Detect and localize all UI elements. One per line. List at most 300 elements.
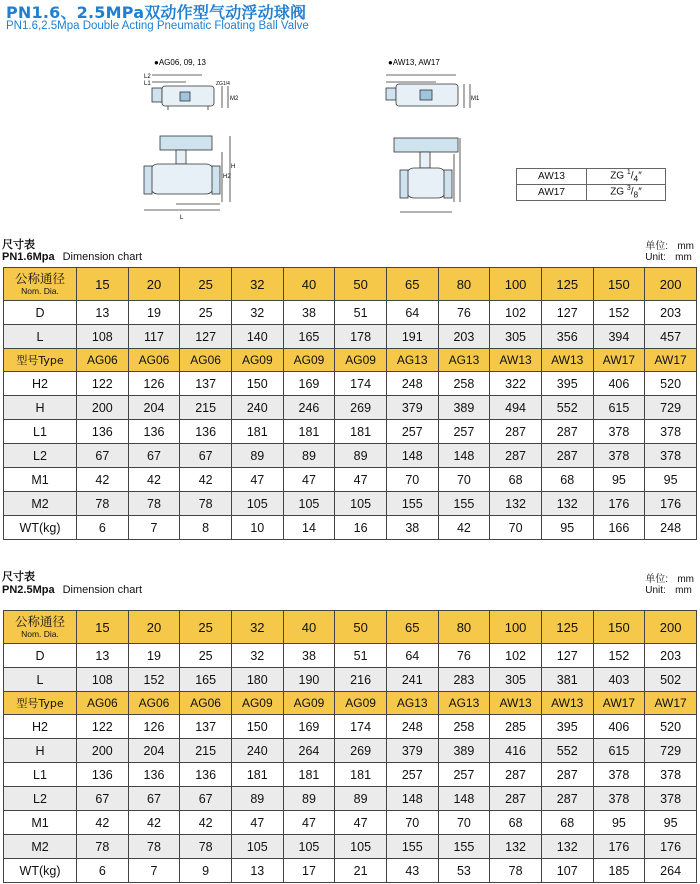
table-cell: 148 [438, 787, 490, 811]
type-cell: AW17 [645, 692, 697, 715]
table-cell: 203 [645, 301, 697, 325]
table-cell: 19 [128, 301, 180, 325]
table-cell: 127 [541, 301, 593, 325]
table-cell: 174 [335, 715, 387, 739]
nom-dia-cell: 32 [231, 268, 283, 301]
table-cell: 169 [283, 715, 335, 739]
table-cell: 137 [180, 372, 232, 396]
table-cell: 42 [128, 468, 180, 492]
table-cell: 51 [335, 644, 387, 668]
table-cell: 95 [593, 811, 645, 835]
table-cell: 381 [541, 668, 593, 692]
table-row [4, 835, 697, 859]
table-row [4, 372, 697, 396]
nom-dia-cell: 200 [645, 268, 697, 301]
table-cell: 89 [231, 444, 283, 468]
table-cell: 322 [490, 372, 542, 396]
port-thread-table [516, 168, 666, 201]
table-cell: 67 [128, 787, 180, 811]
row-label: L [4, 325, 77, 349]
table-cell: 70 [438, 468, 490, 492]
table-cell: 248 [386, 372, 438, 396]
row-label: L [4, 668, 77, 692]
table-cell: 38 [283, 301, 335, 325]
nom-dia-cell: 80 [438, 611, 490, 644]
table-cell: 102 [490, 644, 542, 668]
row-label: WT(kg) [4, 859, 77, 883]
table-cell: 42 [77, 468, 129, 492]
dimension-table-pn25 [3, 610, 697, 883]
table-cell: 378 [645, 763, 697, 787]
table-cell: 166 [593, 516, 645, 540]
table-row [4, 516, 697, 540]
table-cell: 378 [645, 444, 697, 468]
nom-dia-label: 公称通径 Nom. Dia. [4, 268, 77, 301]
table-cell: 150 [231, 715, 283, 739]
table-cell: 257 [438, 763, 490, 787]
table-cell: 67 [180, 787, 232, 811]
table-cell: 38 [386, 516, 438, 540]
row-label: H2 [4, 715, 77, 739]
table-cell: 51 [335, 301, 387, 325]
table-cell: 200 [77, 396, 129, 420]
table-row [4, 787, 697, 811]
port-thread-size: ZG $^1/_4''$ [586, 169, 665, 185]
table-row [4, 444, 697, 468]
table-cell: 64 [386, 301, 438, 325]
section-title: 尺寸表 [2, 570, 35, 583]
table-cell: 47 [335, 811, 387, 835]
row-label: L1 [4, 763, 77, 787]
nom-dia-cell: 20 [128, 268, 180, 301]
table-cell: 89 [231, 787, 283, 811]
nom-dia-cell: 40 [283, 268, 335, 301]
table-cell: 78 [128, 492, 180, 516]
nom-dia-cell: 65 [386, 611, 438, 644]
table-cell: 246 [283, 396, 335, 420]
table-cell: 7 [128, 859, 180, 883]
table-cell: 102 [490, 301, 542, 325]
type-cell: AG09 [231, 692, 283, 715]
table-cell: 287 [490, 787, 542, 811]
table-cell: 95 [541, 516, 593, 540]
table-cell: 89 [335, 787, 387, 811]
table-cell: 47 [283, 468, 335, 492]
table-cell: 615 [593, 739, 645, 763]
nom-dia-cell: 32 [231, 611, 283, 644]
table-cell: 406 [593, 372, 645, 396]
table-cell: 283 [438, 668, 490, 692]
table-cell: 287 [541, 763, 593, 787]
type-cell: AG09 [283, 692, 335, 715]
table-cell: 107 [541, 859, 593, 883]
table-cell: 47 [335, 468, 387, 492]
table-cell: 457 [645, 325, 697, 349]
table-cell: 287 [541, 420, 593, 444]
type-cell: AG09 [335, 692, 387, 715]
table-cell: 287 [490, 763, 542, 787]
nom-dia-cell: 50 [335, 268, 387, 301]
drawing-label-h2: H2 [223, 174, 231, 180]
table-cell: 258 [438, 372, 490, 396]
table-cell: 406 [593, 715, 645, 739]
table-cell: 395 [541, 372, 593, 396]
table-cell: 216 [335, 668, 387, 692]
table-cell: 204 [128, 739, 180, 763]
valve-drawing-ag [130, 52, 250, 222]
table-cell: 132 [541, 492, 593, 516]
drawing-label-h: H [231, 164, 236, 170]
drawing-label-l1: L1 [144, 81, 151, 87]
table-cell: 78 [128, 835, 180, 859]
table-cell: 70 [386, 468, 438, 492]
table-cell: 78 [77, 492, 129, 516]
table-row [4, 468, 697, 492]
drawing-label-m2: M2 [230, 96, 239, 102]
table-cell: 67 [77, 444, 129, 468]
table-cell: 105 [335, 835, 387, 859]
table-row [4, 668, 697, 692]
table-cell: 305 [490, 325, 542, 349]
table-cell: 502 [645, 668, 697, 692]
table-row [4, 644, 697, 668]
table-cell: 389 [438, 739, 490, 763]
table-cell: 89 [283, 444, 335, 468]
nom-dia-cell: 200 [645, 611, 697, 644]
table-cell: 394 [593, 325, 645, 349]
table-cell: 68 [490, 811, 542, 835]
table-cell: 378 [645, 787, 697, 811]
table-cell: 25 [180, 644, 232, 668]
table-cell: 152 [593, 644, 645, 668]
table-cell: 155 [438, 492, 490, 516]
table-cell: 264 [645, 859, 697, 883]
unit-note: 单位: mm Unit: mm [645, 241, 694, 263]
table-cell: 180 [231, 668, 283, 692]
table-cell: 89 [335, 444, 387, 468]
unit-note: 单位: mm Unit: mm [645, 574, 694, 596]
table-cell: 95 [645, 468, 697, 492]
drawing-label-l2: L2 [144, 74, 151, 80]
table-cell: 215 [180, 396, 232, 420]
row-label: M2 [4, 835, 77, 859]
table-cell: 6 [77, 859, 129, 883]
table-cell: 43 [386, 859, 438, 883]
table-cell: 105 [283, 492, 335, 516]
table-cell: 42 [77, 811, 129, 835]
table-cell: 403 [593, 668, 645, 692]
type-cell: AG06 [180, 349, 232, 372]
page-subtitle: PN1.6,2.5Mpa Double Acting Pneumatic Floating Ball Valve [6, 20, 309, 32]
section-title: 尺寸表 [2, 238, 35, 251]
table-cell: 241 [386, 668, 438, 692]
nom-dia-label: 公称通径 Nom. Dia. [4, 611, 77, 644]
row-label: WT(kg) [4, 516, 77, 540]
type-row [4, 692, 697, 715]
table-cell: 10 [231, 516, 283, 540]
table-cell: 122 [77, 372, 129, 396]
table-cell: 520 [645, 372, 697, 396]
table-cell: 78 [490, 859, 542, 883]
table-cell: 13 [77, 301, 129, 325]
table-cell: 136 [128, 763, 180, 787]
table-cell: 132 [541, 835, 593, 859]
type-cell: AG13 [438, 692, 490, 715]
table-cell: 42 [180, 811, 232, 835]
table-cell: 42 [180, 468, 232, 492]
table-cell: 47 [231, 468, 283, 492]
table-cell: 181 [231, 420, 283, 444]
table-cell: 258 [438, 715, 490, 739]
table-cell: 520 [645, 715, 697, 739]
type-cell: AG09 [335, 349, 387, 372]
table-row [4, 396, 697, 420]
table-cell: 148 [386, 787, 438, 811]
type-cell: AG13 [386, 692, 438, 715]
table-cell: 64 [386, 644, 438, 668]
table-cell: 378 [593, 420, 645, 444]
table-cell: 248 [645, 516, 697, 540]
table-cell: 108 [77, 668, 129, 692]
table-cell: 152 [593, 301, 645, 325]
nom-dia-cell: 100 [490, 611, 542, 644]
table-row [4, 301, 697, 325]
nom-dia-cell: 20 [128, 611, 180, 644]
table-cell: 148 [438, 444, 490, 468]
table-cell: 176 [593, 835, 645, 859]
table-cell: 552 [541, 396, 593, 420]
table-cell: 47 [231, 811, 283, 835]
table-cell: 67 [180, 444, 232, 468]
table-cell: 47 [283, 811, 335, 835]
table-cell: 21 [335, 859, 387, 883]
table-cell: 181 [283, 763, 335, 787]
table-cell: 67 [128, 444, 180, 468]
table-row [4, 492, 697, 516]
table-cell: 122 [77, 715, 129, 739]
table-cell: 240 [231, 396, 283, 420]
table-cell: 32 [231, 301, 283, 325]
table-cell: 132 [490, 835, 542, 859]
type-cell: AW17 [645, 349, 697, 372]
table-cell: 136 [180, 763, 232, 787]
table-cell: 9 [180, 859, 232, 883]
table-row [4, 859, 697, 883]
table-cell: 257 [438, 420, 490, 444]
row-label: M2 [4, 492, 77, 516]
type-label: 型号Type [4, 692, 77, 715]
table-cell: 108 [77, 325, 129, 349]
nom-dia-cell: 150 [593, 611, 645, 644]
drawing-caption-right: ●AW13, AW17 [388, 58, 440, 67]
drawing-label-l: L [180, 215, 184, 221]
nom-dia-cell: 15 [77, 268, 129, 301]
drawing-label-zg: ZG1/4 [216, 81, 230, 87]
table-cell: 42 [128, 811, 180, 835]
table-cell: 105 [231, 835, 283, 859]
nom-dia-cell: 125 [541, 611, 593, 644]
table-cell: 729 [645, 396, 697, 420]
nom-dia-cell: 40 [283, 611, 335, 644]
type-cell: AG09 [283, 349, 335, 372]
table-cell: 185 [593, 859, 645, 883]
type-cell: AG06 [128, 349, 180, 372]
row-label: M1 [4, 811, 77, 835]
table-cell: 285 [490, 715, 542, 739]
table-cell: 190 [283, 668, 335, 692]
row-label: H [4, 396, 77, 420]
type-cell: AW13 [490, 692, 542, 715]
table-row [4, 420, 697, 444]
nom-dia-cell: 50 [335, 611, 387, 644]
table-cell: 203 [438, 325, 490, 349]
table-cell: 305 [490, 668, 542, 692]
table-cell: 181 [231, 763, 283, 787]
table-cell: 105 [231, 492, 283, 516]
row-label: D [4, 301, 77, 325]
table-cell: 181 [283, 420, 335, 444]
table-cell: 127 [180, 325, 232, 349]
table-cell: 38 [283, 644, 335, 668]
nom-dia-row [4, 268, 697, 301]
table-cell: 287 [541, 444, 593, 468]
nom-dia-cell: 15 [77, 611, 129, 644]
type-cell: AG06 [77, 349, 129, 372]
table-cell: 78 [180, 835, 232, 859]
table-cell: 395 [541, 715, 593, 739]
table-cell: 68 [541, 811, 593, 835]
page-title: PN1.6、2.5MPa双动作型气动浮动球阀 [6, 3, 307, 22]
table-cell: 8 [180, 516, 232, 540]
table-cell: 176 [645, 492, 697, 516]
table-cell: 176 [593, 492, 645, 516]
type-label: 型号Type [4, 349, 77, 372]
table-row [4, 325, 697, 349]
table-cell: 494 [490, 396, 542, 420]
port-thread-model: AW13 [517, 169, 587, 185]
table-cell: 203 [645, 644, 697, 668]
drawing-caption-left: ●AG06, 09, 13 [154, 58, 206, 67]
table-cell: 76 [438, 301, 490, 325]
drawing-label-m1-right: M1 [471, 96, 480, 102]
table-row [4, 811, 697, 835]
table-cell: 13 [231, 859, 283, 883]
table-cell: 42 [438, 516, 490, 540]
table-cell: 67 [77, 787, 129, 811]
row-label: L2 [4, 787, 77, 811]
table-cell: 105 [335, 492, 387, 516]
table-cell: 378 [593, 763, 645, 787]
table-cell: 19 [128, 644, 180, 668]
table-cell: 136 [77, 420, 129, 444]
port-thread-model: AW17 [517, 185, 587, 201]
type-cell: AW13 [541, 692, 593, 715]
nom-dia-cell: 65 [386, 268, 438, 301]
table-cell: 169 [283, 372, 335, 396]
table-cell: 25 [180, 301, 232, 325]
type-cell: AW13 [490, 349, 542, 372]
valve-drawing-aw [376, 52, 486, 222]
table-cell: 264 [283, 739, 335, 763]
table-cell: 126 [128, 372, 180, 396]
table-cell: 76 [438, 644, 490, 668]
type-cell: AG13 [438, 349, 490, 372]
table-cell: 181 [335, 763, 387, 787]
table-row [4, 739, 697, 763]
table-cell: 14 [283, 516, 335, 540]
table-cell: 378 [593, 444, 645, 468]
table-cell: 136 [180, 420, 232, 444]
row-label: H2 [4, 372, 77, 396]
table-cell: 155 [386, 492, 438, 516]
table-cell: 53 [438, 859, 490, 883]
type-cell: AW13 [541, 349, 593, 372]
dimension-table-pn16 [3, 267, 697, 540]
table-cell: 269 [335, 739, 387, 763]
table-cell: 215 [180, 739, 232, 763]
table-cell: 140 [231, 325, 283, 349]
table-cell: 200 [77, 739, 129, 763]
table-cell: 257 [386, 420, 438, 444]
table-cell: 379 [386, 739, 438, 763]
table-cell: 7 [128, 516, 180, 540]
type-cell: AG06 [180, 692, 232, 715]
type-row [4, 349, 697, 372]
table-cell: 95 [593, 468, 645, 492]
nom-dia-cell: 150 [593, 268, 645, 301]
table-cell: 155 [386, 835, 438, 859]
table-cell: 181 [335, 420, 387, 444]
table-cell: 615 [593, 396, 645, 420]
table-cell: 78 [180, 492, 232, 516]
table-cell: 127 [541, 644, 593, 668]
table-cell: 132 [490, 492, 542, 516]
nom-dia-cell: 25 [180, 611, 232, 644]
table-cell: 165 [283, 325, 335, 349]
type-cell: AG09 [231, 349, 283, 372]
table-cell: 356 [541, 325, 593, 349]
table-cell: 176 [645, 835, 697, 859]
section-pressure: PN2.5Mpa Dimension chart [2, 584, 143, 596]
table-cell: 240 [231, 739, 283, 763]
type-cell: AG06 [128, 692, 180, 715]
table-cell: 136 [128, 420, 180, 444]
type-cell: AG13 [386, 349, 438, 372]
table-cell: 178 [335, 325, 387, 349]
table-cell: 269 [335, 396, 387, 420]
type-cell: AG06 [77, 692, 129, 715]
table-cell: 126 [128, 715, 180, 739]
table-cell: 287 [490, 444, 542, 468]
table-cell: 117 [128, 325, 180, 349]
table-cell: 287 [490, 420, 542, 444]
nom-dia-cell: 100 [490, 268, 542, 301]
table-cell: 729 [645, 739, 697, 763]
nom-dia-cell: 25 [180, 268, 232, 301]
table-cell: 17 [283, 859, 335, 883]
table-cell: 70 [490, 516, 542, 540]
nom-dia-row [4, 611, 697, 644]
table-cell: 68 [490, 468, 542, 492]
table-cell: 379 [386, 396, 438, 420]
table-cell: 16 [335, 516, 387, 540]
table-cell: 165 [180, 668, 232, 692]
row-label: M1 [4, 468, 77, 492]
table-cell: 68 [541, 468, 593, 492]
port-thread-row [517, 185, 666, 201]
table-row [4, 715, 697, 739]
table-cell: 70 [438, 811, 490, 835]
